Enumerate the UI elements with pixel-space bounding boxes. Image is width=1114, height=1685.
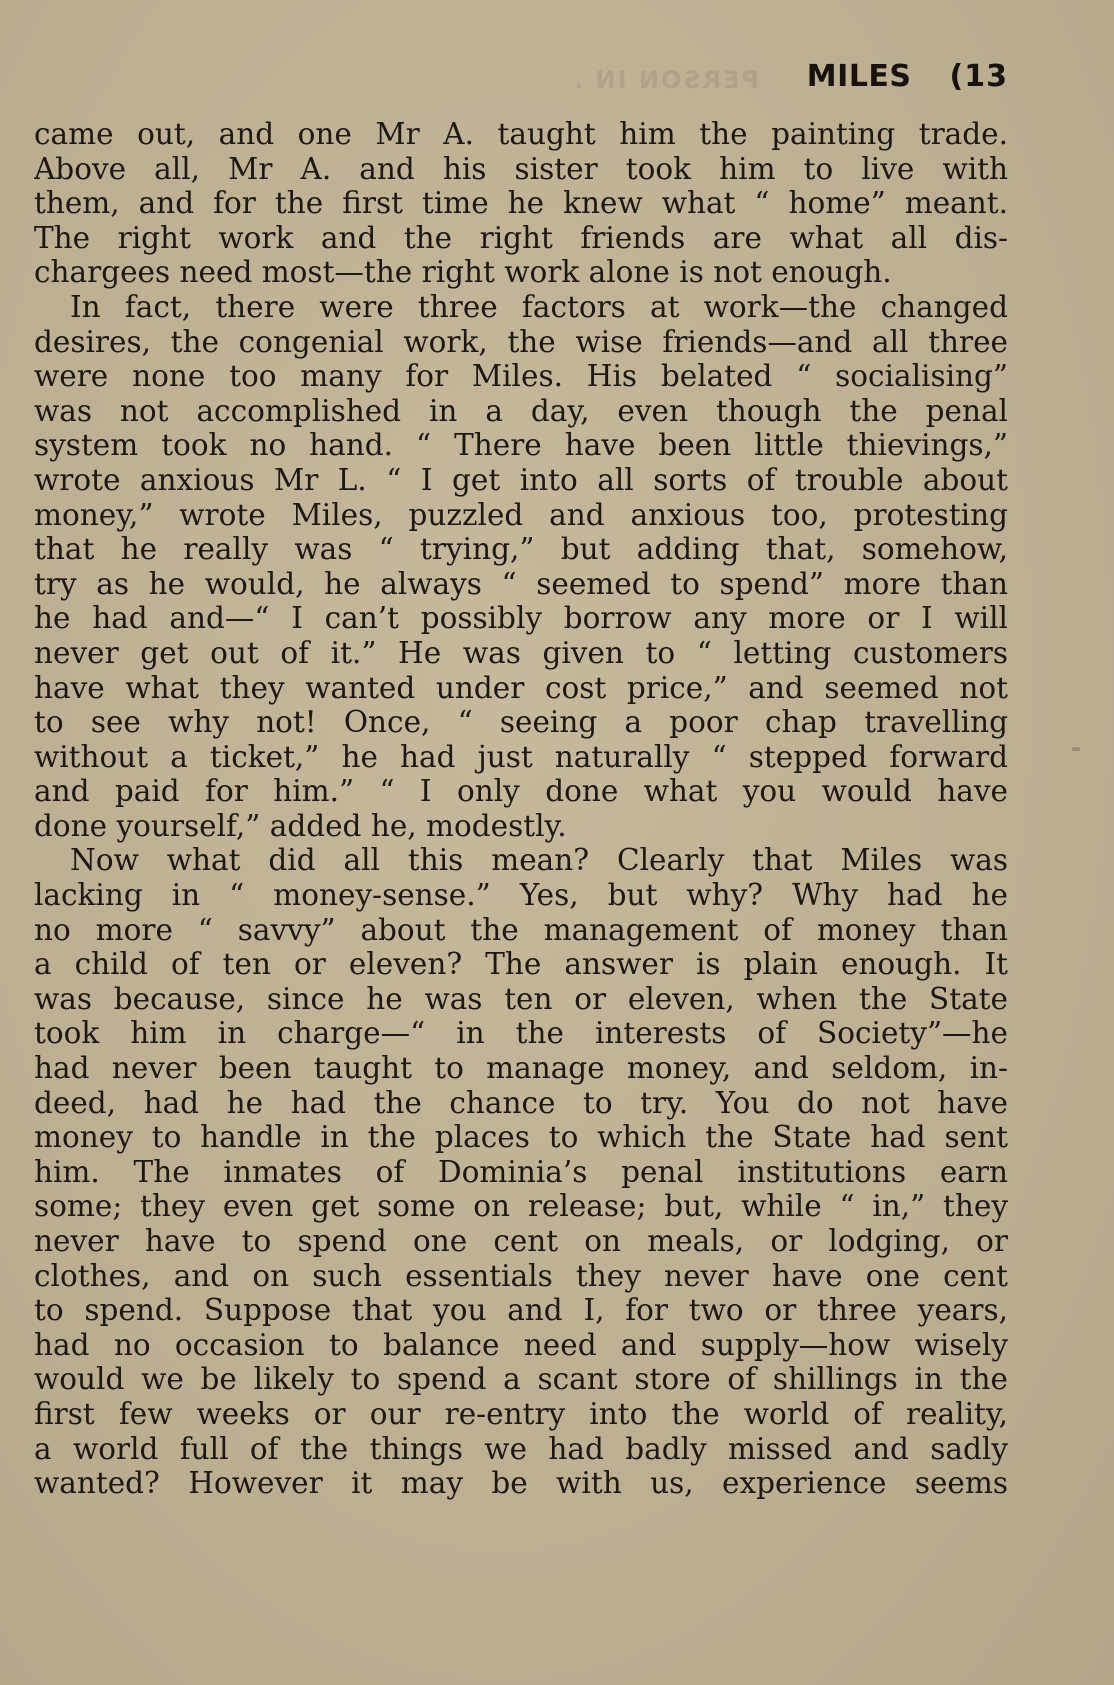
text-line: a world full of the things we had badly missed and sadly	[34, 1431, 1008, 1466]
text-line: he had and—“ I can’t possibly borrow any more or I will	[34, 601, 1008, 636]
text-line: took him in charge—“ in the interests of Society”—he	[34, 1016, 1008, 1051]
text-line: had no occasion to balance need and supply—how wisely	[34, 1327, 1008, 1362]
paragraph-start-line: In fact, there were three factors at work—the changed	[70, 289, 1008, 324]
text-line: desires, the congenial work, the wise friends—and all three	[34, 324, 1008, 359]
text-line: him. The inmates of Dominia’s penal institutions earn	[34, 1154, 1008, 1189]
text-line: The right work and the right friends are what all dis-	[34, 220, 1008, 255]
body-text	[34, 117, 1008, 1501]
text-line: system took no hand. “ There have been little thievings,”	[34, 428, 1008, 463]
text-line: were none too many for Miles. His belated “ socialising”	[34, 359, 1008, 394]
text-line: and paid for him.” “ I only done what you would have	[34, 774, 1008, 809]
text-line: never have to spend one cent on meals, or lodging, or	[34, 1224, 1008, 1258]
text-line: to spend. Suppose that you and I, for two or three years,	[34, 1293, 1008, 1328]
ink-smudge	[1072, 747, 1080, 751]
text-line: wrote anxious Mr L. “ I get into all sorts of trouble about	[34, 462, 1008, 497]
text-line: money to handle in the places to which the State had sent	[34, 1120, 1008, 1155]
text-line: chargees need most—the right work alone is not enough.	[34, 255, 892, 290]
text-line: wanted? However it may be with us, experience seems	[34, 1466, 1008, 1501]
text-line: was not accomplished in a day, even though the penal	[34, 393, 1008, 428]
text-line: first few weeks or our re-entry into the world of reality,	[34, 1396, 1008, 1431]
text-line: a child of ten or eleven? The answer is plain enough. It	[34, 947, 1008, 982]
running-header	[807, 59, 1008, 94]
text-line: deed, had he had the chance to try. You do not have	[34, 1085, 1008, 1120]
text-line: some; they even get some on release; but, while “ in,” they	[34, 1189, 1008, 1224]
text-line: have what they wanted under cost price,” and seemed not	[34, 670, 1008, 705]
text-line: that he really was “ trying,” but adding that, somehow,	[34, 532, 1008, 567]
text-line: no more “ savvy” about the management of money than	[34, 912, 1008, 947]
chapter-title: MILES	[806, 59, 912, 94]
text-line: money,” wrote Miles, puzzled and anxious too, protesting	[34, 497, 1008, 532]
text-line: was because, since he was ten or eleven, when the State	[34, 981, 1008, 1016]
text-line: never get out of it.” He was given to “ letting customers	[34, 635, 1008, 670]
text-line: try as he would, he always “ seemed to spend” more than	[34, 566, 1008, 601]
text-line: to see why not! Once, “ seeing a poor chap travelling	[34, 705, 1008, 740]
text-line: came out, and one Mr A. taught him the painting trade.	[34, 117, 1008, 151]
paragraph-start-line: Now what did all this mean? Clearly that Miles was	[70, 843, 1008, 878]
text-line: them, and for the first time he knew what “ home” meant.	[34, 186, 1008, 221]
text-line: lacking in “ money-sense.” Yes, but why? Why had he	[34, 878, 1008, 913]
text-line: would we be likely to spend a scant store of shillings in the	[34, 1362, 1008, 1397]
text-line: done yourself,” added he, modestly.	[34, 808, 567, 843]
text-line: without a ticket,” he had just naturally “ stepped forward	[34, 739, 1008, 774]
text-line: Above all, Mr A. and his sister took him to live with	[34, 151, 1008, 186]
page-number: (13	[949, 59, 1008, 94]
bleed-through-text: PERSON IN .	[572, 66, 760, 94]
text-line: clothes, and on such essentials they never have one cent	[34, 1258, 1008, 1293]
text-line: had never been taught to manage money, and seldom, in-	[34, 1051, 1008, 1086]
